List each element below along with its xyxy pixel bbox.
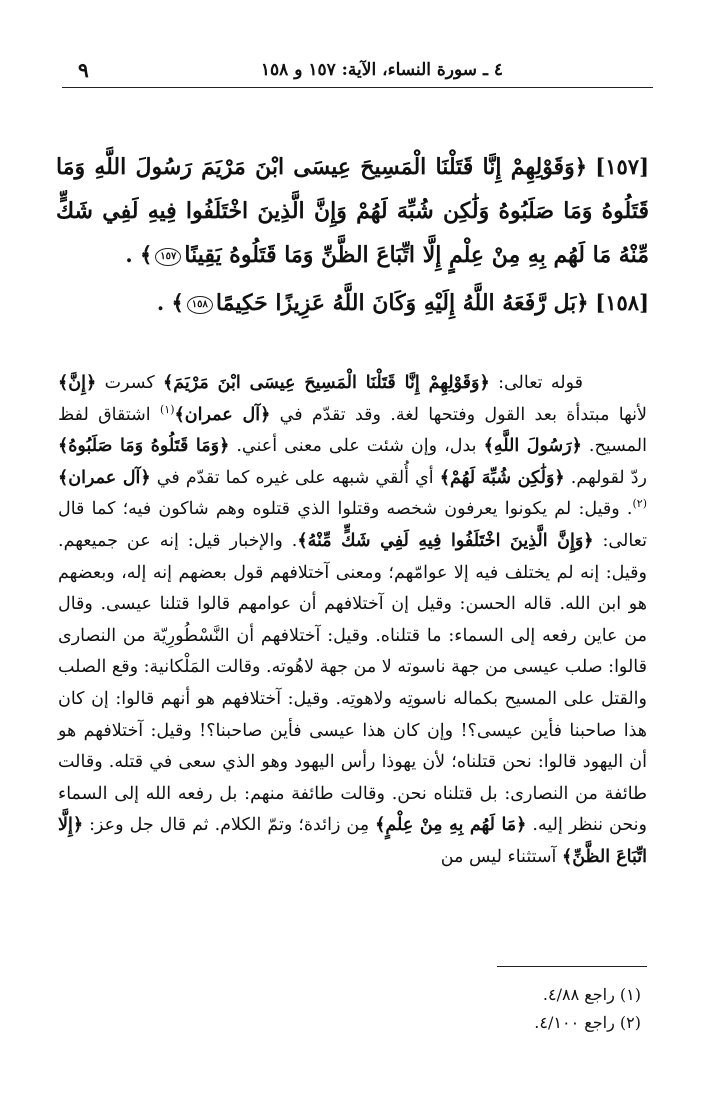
quran-quote: ﴿إِلَّا اتِّبَاعَ الظَّنِّ﴾	[58, 815, 647, 867]
footnote-2: (٢) راجع ٤/١٠٠.	[534, 1013, 641, 1032]
footnote-divider	[497, 966, 647, 967]
commentary-span: اشتقاق لفظ المسيح.	[58, 404, 647, 457]
verse-close-brace: ﴾ .	[125, 242, 153, 267]
commentary-span: آستثناء ليس من	[440, 846, 562, 867]
footnote-ref: (١)	[159, 402, 175, 416]
commentary-span: . والإخبار قيل: إنه عن جميعهم. وقيل: إنه لم يختلف فيه إلا عوامّهم؛ ومعنى آختلافهم قول بعضهم إنه إله، وبعضهم هو ابن الله. قاله الحسن: وقيل إن آختلافهم أن عوامهم قالوا قتلنا عيسى. وقال من عاين رفعه إلى السماء: ما قتلناه. وقيل: آختلافهم أن النَّسْطُورِيّة من النصارى قالوا: صلب عيسى من جهة ناسوته لا من جهة لاهُوته. وقالت المَلْكانية: وقع الصلب والقتل على المسيح بكماله ناسوتِه ولاهوتِه. وقيل: آختلافهم هو أنهم قالوا: إن كان هذا صاحبنا فأين عيسى؟! وإن كان هذا عيسى فأين صاحبنا؟! وقيل: آختلافهم هو أن اليهود قالوا: نحن قتلناه؛ لأن يهوذا رأس اليهود وهو الذي سعى في قتله. وقالت طائفة من النصارى: بل قتلناه نحن. وقالت طائفة منهم: بل رفعه الله إلى السماء ونحن ننظر إليه.	[58, 530, 647, 836]
commentary-span: قوله تعالى:	[489, 373, 583, 393]
footnote-ref: (٢)	[632, 497, 647, 511]
verse-open-brace: ﴿	[574, 154, 588, 179]
commentary-span: بدل، وإن شئت على معنى أعني.	[229, 436, 484, 457]
verses-block	[56, 145, 649, 325]
commentary-paragraph	[58, 368, 647, 874]
quran-quote: ﴿وَإِنَّ الَّذِينَ اخْتَلَفُوا فِيهِ لَفِي شَكٍّ مِّنْهُ﴾	[297, 530, 594, 551]
commentary-text	[58, 368, 647, 874]
quran-quote: ﴿آل عمران﴾	[174, 404, 271, 425]
quran-quote: ﴿آل عمران﴾	[58, 467, 151, 488]
quran-quote: ﴿مَا لَهُم بِهِ مِنْ عِلْمٍ﴾	[375, 815, 527, 836]
verse-158	[56, 281, 649, 325]
header-divider	[62, 87, 653, 88]
quran-quote: ﴿وَلَٰكِن شُبِّهَ لَهُمْ﴾	[439, 467, 565, 488]
commentary-span: ردّ لقولهم.	[564, 467, 647, 488]
commentary-span: كسرت	[96, 373, 163, 393]
quran-quote: ﴿إِنَّ﴾	[58, 373, 97, 393]
footnotes	[58, 966, 647, 1037]
verse-open-brace: ﴿	[576, 290, 589, 315]
ayah-end-marker: ١٥٨	[187, 296, 213, 314]
page-number: ٩	[78, 58, 89, 82]
footnote-1: (١) راجع ٤/٨٨.	[542, 985, 641, 1004]
quran-quote: ﴿وَمَا قَتَلُوهُ وَمَا صَلَبُوهُ﴾	[58, 436, 230, 457]
verse-number: [١٥٧]	[595, 154, 649, 179]
verse-text: بَل رَّفَعَهُ اللَّهُ إِلَيْهِ وَكَانَ اللَّهُ عَزِيزًا حَكِيمًا	[215, 290, 577, 316]
verse-number: [١٥٨]	[595, 290, 649, 315]
verse-close-brace: ﴾ .	[156, 290, 184, 315]
page-header	[62, 54, 653, 88]
quran-quote: ﴿رَسُولَ اللَّهِ﴾	[483, 436, 582, 457]
commentary-span: . وقيل: لم يكونوا يعرفون شخصه وقتلوا الذي قتلوه وهم شاكون فيه؛ كما قال تعالى:	[58, 499, 647, 551]
ayah-end-marker: ١٥٧	[155, 248, 181, 266]
quran-quote: ﴿وَقَوْلِهِمْ إِنَّا قَتَلْنَا الْمَسِيحَ عِيسَى ابْنَ مَرْيَمَ﴾	[162, 373, 490, 393]
running-title: ٤ ـ سورة النساء، الآية: ١٥٧ و ١٥٨	[260, 60, 503, 80]
commentary-span: أي أُلقي شبهه على غيره كما تقدّم في	[150, 467, 440, 488]
commentary-span: مِن زائدة؛ وتمّ الكلام. ثم قال جل وعز:	[83, 815, 376, 836]
commentary-span: لأنها مبتدأة بعد القول وفتحها لغة. وقد تقدّم في	[270, 404, 648, 425]
verse-text: وَقَوْلِهِمْ إِنَّا قَتَلْنَا الْمَسِيحَ عِيسَى ابْنَ مَرْيَمَ رَسُولَ اللَّهِ وَمَا قَتَلُوهُ وَمَا صَلَبُوهُ وَلَٰكِن شُبِّهَ لَهُمْ وَإِنَّ الَّذِينَ اخْتَلَفُوا فِيهِ لَفِي شَكٍّ مِّنْهُ مَا لَهُم بِهِ مِنْ عِلْمٍ إِلَّا اتِّبَاعَ الظَّنِّ وَمَا قَتَلُوهُ يَقِينًا	[56, 154, 649, 268]
verse-157	[56, 145, 649, 277]
